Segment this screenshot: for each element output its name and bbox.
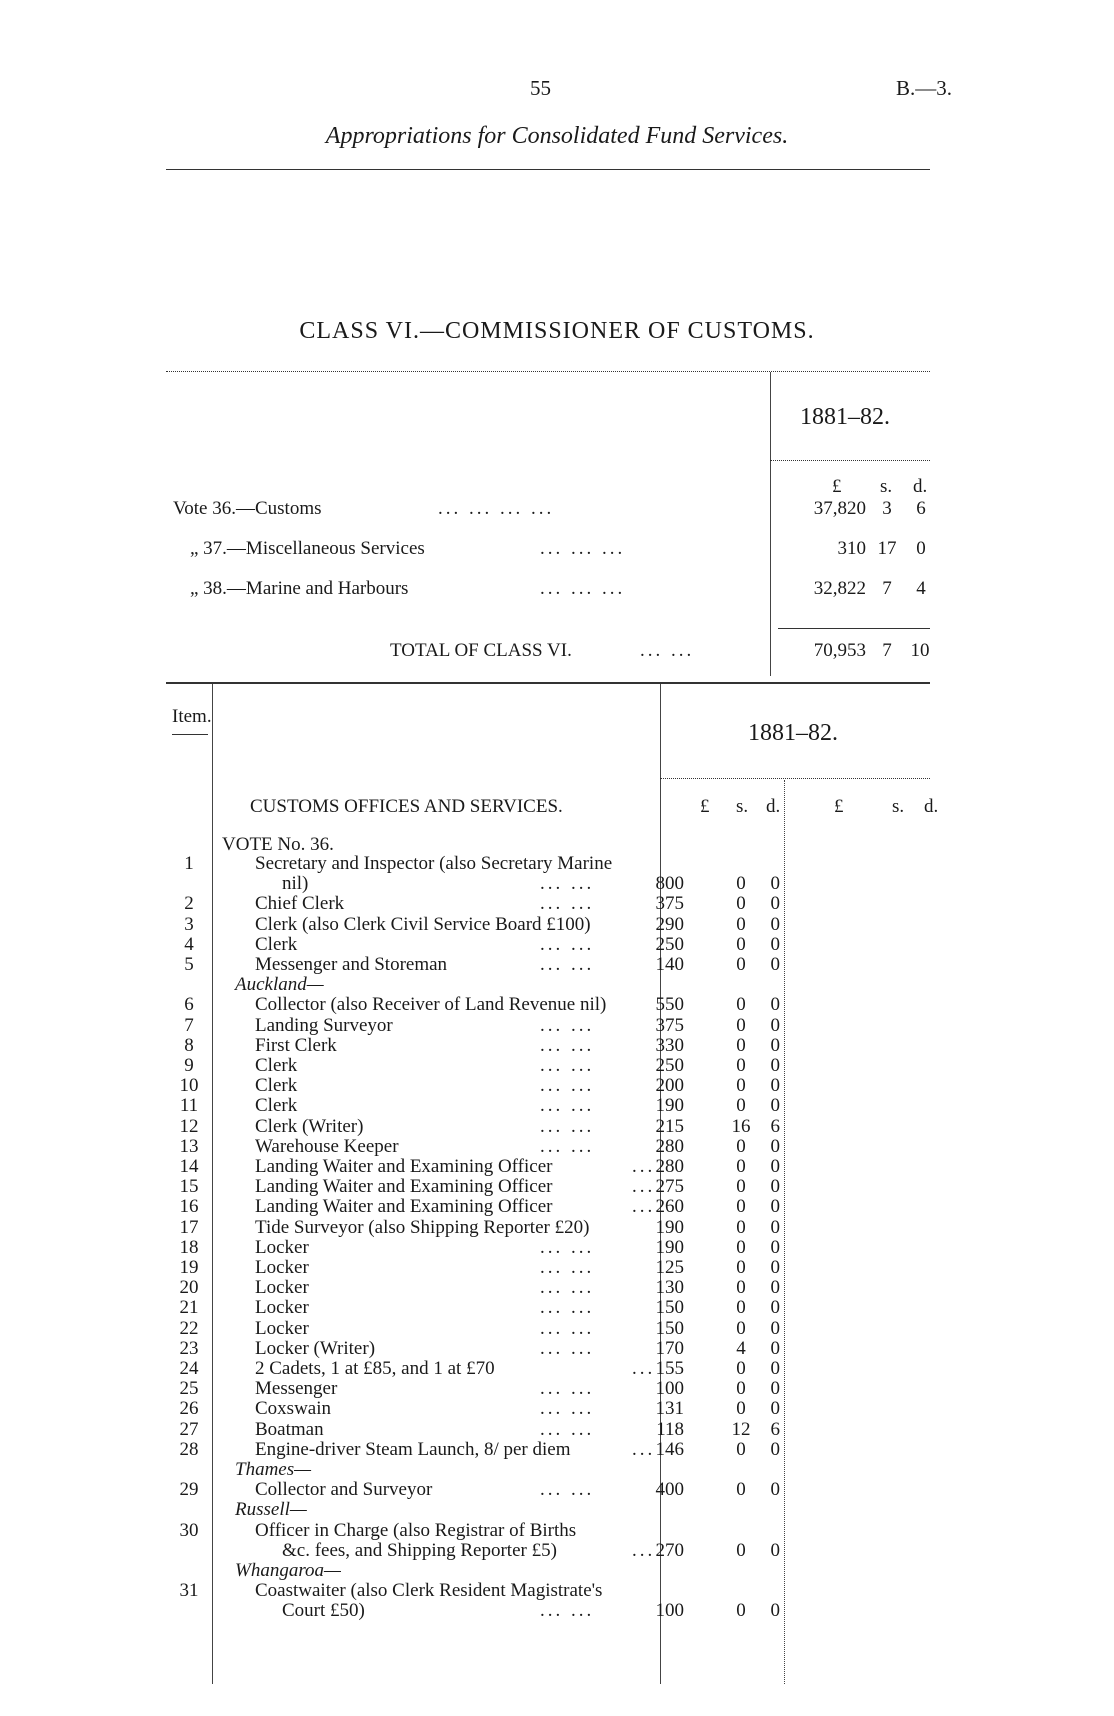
item-description: Locker xyxy=(255,1237,309,1258)
item-pounds: 131 xyxy=(655,1398,684,1419)
item-number: 26 xyxy=(179,1398,199,1419)
item-number: 28 xyxy=(179,1439,199,1460)
page-subtitle: Appropriations for Consolidated Fund Services. xyxy=(325,123,789,149)
item-number: 11 xyxy=(179,1095,199,1116)
item-pounds: 800 xyxy=(655,873,684,894)
table-row xyxy=(0,1298,1114,1318)
item-leader-dots: ... ... xyxy=(540,1095,595,1116)
table-row xyxy=(0,1581,1114,1601)
table-row xyxy=(0,1117,1114,1137)
vote-pounds: 32,822 xyxy=(813,578,866,599)
item-pence: 0 xyxy=(770,1217,780,1238)
document-code: B.—3. xyxy=(896,76,953,100)
item-pence: 0 xyxy=(770,1398,780,1419)
item-shillings: 0 xyxy=(736,954,746,975)
item-pounds: 150 xyxy=(655,1318,684,1339)
table-row xyxy=(0,1177,1114,1197)
item-number: 13 xyxy=(179,1136,199,1157)
item-number: 3 xyxy=(184,914,194,935)
item-leader-dots: ... xyxy=(632,1176,656,1197)
item-shillings: 4 xyxy=(736,1338,746,1359)
item-leader-dots: ... ... xyxy=(540,1297,595,1318)
item-leader-dots: ... ... xyxy=(540,1419,595,1440)
summary-col-pounds: £ xyxy=(832,476,842,497)
item-shillings: 0 xyxy=(736,1257,746,1278)
item-description: Clerk xyxy=(255,1055,298,1076)
table-row xyxy=(0,1016,1114,1036)
item-number: 5 xyxy=(184,954,194,975)
table-row xyxy=(0,1157,1114,1177)
item-number: 8 xyxy=(184,1035,194,1056)
item-description: Chief Clerk xyxy=(255,893,345,914)
item-pence: 0 xyxy=(770,1035,780,1056)
item-leader-dots: ... xyxy=(632,1358,656,1379)
item-pounds: 275 xyxy=(655,1176,684,1197)
item-pence: 0 xyxy=(770,1136,780,1157)
item-description: Locker (Writer) xyxy=(255,1338,376,1359)
item-description: Clerk xyxy=(255,1075,298,1096)
detail-year-rule xyxy=(660,778,930,779)
item-description: Landing Waiter and Examining Officer xyxy=(255,1176,553,1197)
item-shillings: 0 xyxy=(736,1196,746,1217)
item-pounds: 190 xyxy=(655,1237,684,1258)
table-row xyxy=(0,1420,1114,1440)
summary-top-rule xyxy=(166,371,930,372)
item-number: 12 xyxy=(179,1116,199,1137)
page-number: 55 xyxy=(530,76,551,100)
col2-pence: d. xyxy=(924,796,939,817)
item-description: Clerk xyxy=(255,1095,298,1116)
item-shillings: 0 xyxy=(736,1398,746,1419)
item-leader-dots: ... ... xyxy=(540,934,595,955)
item-header-underline xyxy=(172,734,208,735)
item-pounds: 118 xyxy=(656,1419,684,1440)
item-shillings: 0 xyxy=(736,1075,746,1096)
col-pounds: £ xyxy=(700,796,710,817)
section-heading: Auckland— xyxy=(235,974,324,995)
item-shillings: 0 xyxy=(736,1015,746,1036)
item-leader-dots: ... ... xyxy=(540,1035,595,1056)
item-pence: 0 xyxy=(770,1257,780,1278)
item-pence: 0 xyxy=(770,1297,780,1318)
item-number: 14 xyxy=(179,1156,199,1177)
item-shillings: 0 xyxy=(736,893,746,914)
item-description: Officer in Charge (also Registrar of Births xyxy=(255,1520,577,1541)
detail-top-rule xyxy=(166,682,930,684)
item-pence: 0 xyxy=(770,1358,780,1379)
item-description: Collector and Surveyor xyxy=(255,1479,433,1500)
item-description: Warehouse Keeper xyxy=(255,1136,399,1157)
item-pence: 0 xyxy=(770,994,780,1015)
item-number: 16 xyxy=(179,1196,199,1217)
vote-pence: 4 xyxy=(916,578,926,599)
item-pounds: 125 xyxy=(655,1257,684,1278)
class-title: CLASS VI.—COMMISSIONER OF CUSTOMS. xyxy=(299,318,815,344)
summary-year: 1881–82. xyxy=(800,404,890,430)
item-number: 7 xyxy=(184,1015,194,1036)
item-pence: 0 xyxy=(770,1277,780,1298)
item-description: Clerk (Writer) xyxy=(255,1116,364,1137)
item-pounds: 400 xyxy=(655,1479,684,1500)
item-number: 6 xyxy=(184,994,194,1015)
item-pence: 0 xyxy=(770,1479,780,1500)
vote-heading: VOTE No. 36. xyxy=(222,834,334,855)
item-pence: 0 xyxy=(770,1095,780,1116)
item-pence: 6 xyxy=(770,1116,780,1137)
vote-label: „ 38.—Marine and Harbours xyxy=(190,578,409,599)
item-number: 17 xyxy=(179,1217,199,1238)
item-pounds: 375 xyxy=(655,893,684,914)
item-pounds: 190 xyxy=(655,1095,684,1116)
item-number: 29 xyxy=(179,1479,199,1500)
item-leader-dots: ... xyxy=(632,1439,656,1460)
item-pence: 0 xyxy=(770,1318,780,1339)
item-pounds: 250 xyxy=(655,934,684,955)
item-shillings: 0 xyxy=(736,1479,746,1500)
item-number: 22 xyxy=(179,1318,199,1339)
item-leader-dots: ... ... xyxy=(540,1600,595,1621)
table-row xyxy=(0,975,1114,995)
item-pence: 0 xyxy=(770,1237,780,1258)
item-pounds: 140 xyxy=(655,954,684,975)
table-row xyxy=(0,1278,1114,1298)
item-pounds: 280 xyxy=(655,1136,684,1157)
item-pounds: 250 xyxy=(655,1055,684,1076)
table-row xyxy=(0,995,1114,1015)
item-leader-dots: ... ... xyxy=(540,1398,595,1419)
item-description-cont: &c. fees, and Shipping Reporter £5) xyxy=(282,1540,557,1561)
item-description-cont: Court £50) xyxy=(282,1600,365,1621)
section-heading: Thames— xyxy=(235,1459,312,1480)
item-pounds: 270 xyxy=(655,1540,684,1561)
table-row xyxy=(0,1399,1114,1419)
item-pence: 0 xyxy=(770,893,780,914)
table-row xyxy=(0,1601,1114,1621)
section-heading: Russell— xyxy=(235,1499,307,1520)
item-pounds: 155 xyxy=(655,1358,684,1379)
table-row xyxy=(0,1197,1114,1217)
item-shillings: 0 xyxy=(736,1378,746,1399)
item-shillings: 0 xyxy=(736,1176,746,1197)
item-number: 19 xyxy=(179,1257,199,1278)
item-leader-dots: ... ... xyxy=(540,1257,595,1278)
table-row xyxy=(0,1480,1114,1500)
item-shillings: 0 xyxy=(736,1095,746,1116)
item-description: Clerk (also Clerk Civil Service Board £100) xyxy=(255,914,591,935)
item-pence: 0 xyxy=(770,1600,780,1621)
item-pence: 0 xyxy=(770,873,780,894)
table-row xyxy=(0,1036,1114,1056)
table-row xyxy=(0,1056,1114,1076)
item-pounds: 550 xyxy=(655,994,684,1015)
item-pounds: 200 xyxy=(655,1075,684,1096)
total-pence: 10 xyxy=(910,640,930,661)
table-row xyxy=(0,1500,1114,1520)
header-rule xyxy=(166,169,930,170)
item-number: 4 xyxy=(184,934,194,955)
table-row xyxy=(0,894,1114,914)
item-description: Coxswain xyxy=(255,1398,331,1419)
item-description-cont: nil) xyxy=(282,873,309,894)
total-shillings: 7 xyxy=(882,640,892,661)
section-heading: Whangaroa— xyxy=(235,1560,341,1581)
item-description: Coastwaiter (also Clerk Resident Magistrate's xyxy=(255,1580,603,1601)
table-row xyxy=(0,1460,1114,1480)
item-pence: 0 xyxy=(770,1176,780,1197)
table-row xyxy=(0,854,1114,874)
item-leader-dots: ... xyxy=(632,1540,656,1561)
total-rule xyxy=(778,628,930,629)
vote-leader-dots: ... ... ... xyxy=(540,578,626,599)
item-shillings: 0 xyxy=(736,1358,746,1379)
item-pence: 0 xyxy=(770,1075,780,1096)
item-description: Clerk xyxy=(255,934,298,955)
item-description: Collector (also Receiver of Land Revenue nil) xyxy=(255,994,607,1015)
item-description: First Clerk xyxy=(255,1035,337,1056)
item-shillings: 0 xyxy=(736,1136,746,1157)
col2-shillings: s. xyxy=(892,796,905,817)
item-leader-dots: ... xyxy=(632,1156,656,1177)
item-description: Locker xyxy=(255,1297,309,1318)
summary-col-shillings: s. xyxy=(880,476,893,497)
item-leader-dots: ... ... xyxy=(540,1237,595,1258)
item-description: Engine-driver Steam Launch, 8/ per diem xyxy=(255,1439,571,1460)
item-description: Tide Surveyor (also Shipping Reporter £20) xyxy=(255,1217,590,1238)
item-shillings: 0 xyxy=(736,1156,746,1177)
item-pence: 0 xyxy=(770,1439,780,1460)
item-description: 2 Cadets, 1 at £85, and 1 at £70 xyxy=(255,1358,495,1379)
item-leader-dots: ... ... xyxy=(540,1136,595,1157)
item-pounds: 146 xyxy=(655,1439,684,1460)
item-pence: 0 xyxy=(770,954,780,975)
table-row xyxy=(0,915,1114,935)
item-leader-dots: ... ... xyxy=(540,954,595,975)
item-pounds: 260 xyxy=(655,1196,684,1217)
item-number: 21 xyxy=(179,1297,199,1318)
vote-pounds: 37,820 xyxy=(813,498,866,519)
item-leader-dots: ... ... xyxy=(540,1015,595,1036)
table-row xyxy=(0,1258,1114,1278)
vote-shillings: 17 xyxy=(877,538,897,559)
item-pence: 0 xyxy=(770,934,780,955)
item-shillings: 0 xyxy=(736,994,746,1015)
item-pence: 0 xyxy=(770,1015,780,1036)
item-description: Landing Waiter and Examining Officer xyxy=(255,1196,553,1217)
item-pounds: 290 xyxy=(655,914,684,935)
table-row xyxy=(0,1137,1114,1157)
item-number: 27 xyxy=(179,1419,199,1440)
item-shillings: 0 xyxy=(736,914,746,935)
total-leader-dots: ... ... xyxy=(640,640,695,661)
table-row xyxy=(0,1096,1114,1116)
table-row xyxy=(0,1541,1114,1561)
item-description: Locker xyxy=(255,1277,309,1298)
item-number: 1 xyxy=(184,853,194,874)
vote-leader-dots: ... ... ... ... xyxy=(438,498,555,519)
item-number: 10 xyxy=(179,1075,199,1096)
table-row xyxy=(0,935,1114,955)
vote-shillings: 7 xyxy=(882,578,892,599)
vote-leader-dots: ... ... ... xyxy=(540,538,626,559)
table-row xyxy=(0,1561,1114,1581)
item-pounds: 280 xyxy=(655,1156,684,1177)
col2-pounds: £ xyxy=(834,796,844,817)
item-pence: 0 xyxy=(770,1055,780,1076)
item-number: 30 xyxy=(179,1520,199,1541)
table-row xyxy=(0,1076,1114,1096)
item-shillings: 0 xyxy=(736,934,746,955)
item-description: Locker xyxy=(255,1318,309,1339)
item-number: 2 xyxy=(184,893,194,914)
total-pounds: 70,953 xyxy=(813,640,866,661)
vote-label: Vote 36.—Customs xyxy=(173,498,322,519)
item-pence: 0 xyxy=(770,914,780,935)
item-description: Locker xyxy=(255,1257,309,1278)
item-pounds: 100 xyxy=(655,1600,684,1621)
item-pence: 0 xyxy=(770,1196,780,1217)
item-leader-dots: ... ... xyxy=(540,893,595,914)
item-leader-dots: ... ... xyxy=(540,1277,595,1298)
item-number: 31 xyxy=(179,1580,199,1601)
item-shillings: 0 xyxy=(736,1055,746,1076)
item-number: 20 xyxy=(179,1277,199,1298)
item-shillings: 12 xyxy=(731,1419,751,1440)
item-leader-dots: ... xyxy=(632,1196,656,1217)
vote-pence: 0 xyxy=(916,538,926,559)
item-description: Messenger xyxy=(255,1378,338,1399)
item-shillings: 0 xyxy=(736,1540,746,1561)
summary-col-pence: d. xyxy=(913,476,928,497)
item-leader-dots: ... ... xyxy=(540,1318,595,1339)
table-row xyxy=(0,1319,1114,1339)
vote-shillings: 3 xyxy=(882,498,892,519)
item-description: Landing Waiter and Examining Officer xyxy=(255,1156,553,1177)
col-shillings: s. xyxy=(736,796,749,817)
vote-pence: 6 xyxy=(916,498,926,519)
table-row xyxy=(0,874,1114,894)
item-number: 25 xyxy=(179,1378,199,1399)
item-number: 15 xyxy=(179,1176,199,1197)
item-pence: 0 xyxy=(770,1540,780,1561)
item-shillings: 16 xyxy=(731,1116,751,1137)
item-shillings: 0 xyxy=(736,873,746,894)
item-pounds: 100 xyxy=(655,1378,684,1399)
item-shillings: 0 xyxy=(736,1439,746,1460)
item-pounds: 130 xyxy=(655,1277,684,1298)
table-row xyxy=(0,1379,1114,1399)
table-row xyxy=(0,1521,1114,1541)
item-shillings: 0 xyxy=(736,1600,746,1621)
item-shillings: 0 xyxy=(736,1297,746,1318)
item-pounds: 375 xyxy=(655,1015,684,1036)
item-number: 24 xyxy=(179,1358,199,1379)
item-leader-dots: ... ... xyxy=(540,1378,595,1399)
section-title: CUSTOMS OFFICES AND SERVICES. xyxy=(250,796,563,817)
item-pounds: 190 xyxy=(655,1217,684,1238)
item-shillings: 0 xyxy=(736,1217,746,1238)
total-label: TOTAL OF CLASS VI. xyxy=(390,640,572,661)
item-leader-dots: ... ... xyxy=(540,1055,595,1076)
table-row xyxy=(0,1238,1114,1258)
item-description: Messenger and Storeman xyxy=(255,954,448,975)
item-leader-dots: ... ... xyxy=(540,1479,595,1500)
table-row xyxy=(0,1339,1114,1359)
col-pence: d. xyxy=(766,796,781,817)
table-row xyxy=(0,955,1114,975)
item-number: 23 xyxy=(179,1338,199,1359)
item-shillings: 0 xyxy=(736,1318,746,1339)
vote-label: „ 37.—Miscellaneous Services xyxy=(190,538,425,559)
item-header: Item. xyxy=(172,706,212,727)
item-leader-dots: ... ... xyxy=(540,873,595,894)
item-number: 9 xyxy=(184,1055,194,1076)
item-description: Landing Surveyor xyxy=(255,1015,393,1036)
table-row xyxy=(0,1218,1114,1238)
item-pounds: 170 xyxy=(655,1338,684,1359)
item-shillings: 0 xyxy=(736,1237,746,1258)
item-leader-dots: ... ... xyxy=(540,1075,595,1096)
item-description: Secretary and Inspector (also Secretary Marine xyxy=(255,853,613,874)
item-description: Boatman xyxy=(255,1419,324,1440)
summary-year-rule xyxy=(770,460,930,461)
item-leader-dots: ... ... xyxy=(540,1116,595,1137)
item-pence: 6 xyxy=(770,1419,780,1440)
item-shillings: 0 xyxy=(736,1035,746,1056)
summary-column-divider xyxy=(770,372,771,676)
item-pounds: 215 xyxy=(655,1116,684,1137)
detail-year: 1881–82. xyxy=(748,720,838,746)
item-leader-dots: ... ... xyxy=(540,1338,595,1359)
item-number: 18 xyxy=(179,1237,199,1258)
table-row xyxy=(0,1359,1114,1379)
item-pounds: 330 xyxy=(655,1035,684,1056)
vote-pounds: 310 xyxy=(837,538,866,559)
table-row xyxy=(0,1440,1114,1460)
item-pence: 0 xyxy=(770,1378,780,1399)
item-shillings: 0 xyxy=(736,1277,746,1298)
item-pounds: 150 xyxy=(655,1297,684,1318)
item-pence: 0 xyxy=(770,1156,780,1177)
item-pence: 0 xyxy=(770,1338,780,1359)
